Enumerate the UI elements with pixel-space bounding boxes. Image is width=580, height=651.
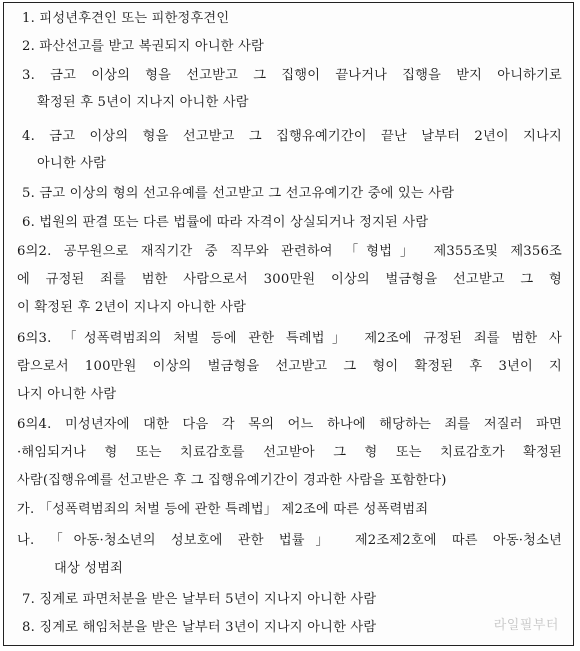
list-item-continuation [37,90,249,117]
item-line: 사람(집행유예를 선고받은 후 그 집행유예기간이 경과한 사람을 포함한다) [17,473,447,488]
item-line: 가. 「성폭력범죄의 처벌 등에 관한 특례법」 제2조에 따른 성폭력범죄 [17,502,429,517]
item-line: 7. 징계로 파면처분을 받은 날부터 5년이 지나지 아니한 사람 [22,592,377,607]
list-item-continuation [17,468,447,495]
item-line: 아니한 사람 [37,156,107,171]
item-line: 에 규정된 죄를 범한 사람으로서 300만원 이상의 벌금형을 선고받고 그 형 [17,272,562,287]
item-line: 람으로서 100만원 이상의 벌금형을 선고받고 그 형이 확정된 후 3년이 지 [17,359,562,374]
watermark-text: 라일필부터 [493,618,559,633]
item-line: 5. 금고 이상의 형의 선고유예를 선고받고 그 선고유예기간 중에 있는 사람 [22,186,455,201]
item-line: 확정된 후 5년이 지나지 아니한 사람 [37,95,249,110]
list-item [17,326,562,353]
item-line: 8. 징계로 해임처분을 받은 날부터 3년이 지나지 아니한 사람 [22,620,377,635]
list-item [22,124,562,151]
item-line: 4. 금고 이상의 형을 선고받고 그 집행유예기간이 끝난 날부터 2년이 지나지 [22,129,562,144]
item-line: ·해임되거나 형 또는 치료감호를 선고받아 그 형 또는 치료감호가 확정된 [17,445,562,460]
list-item-continuation [17,440,562,467]
list-item [22,181,454,208]
list-item [22,63,562,90]
item-line: 6의2. 공무원으로 재직기간 중 직무와 관련하여 「형법」 제355조및 제356조 [17,244,562,259]
list-item [22,587,376,614]
list-item-continuation [17,354,562,381]
list-item [22,34,264,61]
list-item [17,412,562,439]
sub-item [17,497,428,524]
list-item [22,615,376,642]
list-item [22,210,428,237]
list-item-continuation [17,267,562,294]
document-box [3,2,574,646]
item-line: 6. 법원의 판결 또는 다른 법률에 따라 자격이 상실되거나 정지된 사람 [22,215,429,230]
list-item [22,6,229,33]
item-line: 1. 피성년후견인 또는 피한정후견인 [22,11,230,26]
item-line: 6의3. 「성폭력범죄의 처벌 등에 관한 특례법」 제2조에 규정된 죄를 범한 사 [17,331,562,346]
list-item [17,239,562,266]
item-line: 2. 파산선고를 받고 복권되지 아니한 사람 [22,39,264,54]
item-line: 3. 금고 이상의 형을 선고받고 그 집행이 끝나거나 집행을 받지 아니하기로 [22,68,562,83]
item-line: 나. 「아동·청소년의 성보호에 관한 법률」 제2조제2호에 따른 아동·청소년 [17,533,562,548]
list-item-continuation [37,151,106,178]
list-item-continuation [17,295,246,322]
item-line: 나지 아니한 사람 [17,387,117,402]
item-line: 대상 성범죄 [54,561,124,576]
item-line: 6의4. 미성년자에 대한 다음 각 목의 어느 하나에 해당하는 죄를 저질러 파면 [17,417,562,432]
list-item-continuation [17,382,116,409]
sub-item-continuation [54,556,123,583]
sub-item [17,528,562,555]
item-line: 이 확정된 후 2년이 지나지 아니한 사람 [17,300,247,315]
